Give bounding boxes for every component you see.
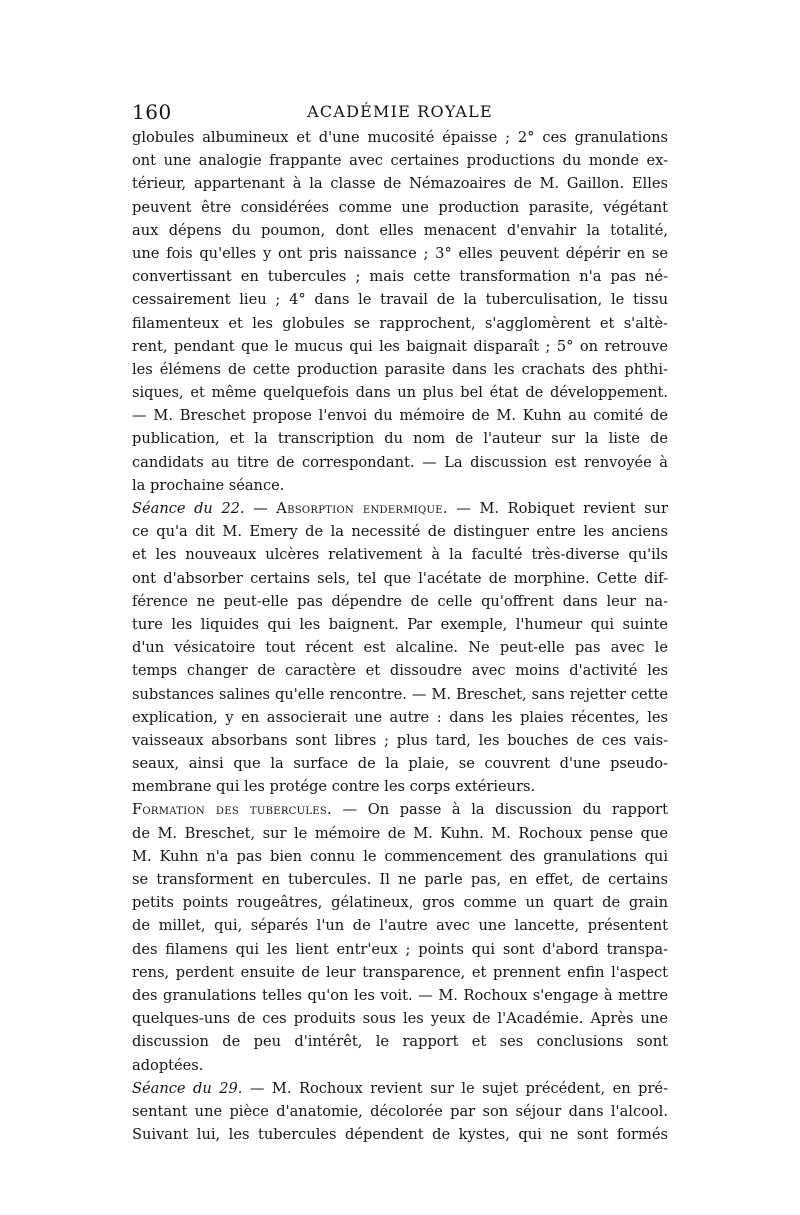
- text-line: rent, pendant que le mucus qui les baignait disparaît ; 5° on retrouve: [132, 337, 668, 355]
- running-head: ACADÉMIE ROYALE: [307, 102, 493, 121]
- text-line: discussion de peu d'intérêt, le rapport et ses conclusions sont: [132, 1033, 668, 1051]
- section-heading: Absorption endermique.: [276, 500, 448, 517]
- text-line: des filamens qui les lient entr'eux ; points qui sont d'abord transpa-: [132, 940, 668, 958]
- text-line: petits points rougeâtres, gélatineux, gros comme un quart de grain: [132, 894, 668, 912]
- text-line: filamenteux et les globules se rapprochent, s'agglomèrent et s'altè-: [132, 314, 668, 332]
- text-run: — On passe à la discussion du rapport: [331, 801, 668, 819]
- text-line: — M. Breschet propose l'envoi du mémoire de M. Kuhn au comité de: [132, 407, 668, 425]
- text-line: la prochaine séance.: [132, 476, 285, 494]
- text-run: — M. Rochoux revient sur le sujet précédent, en pré-: [242, 1079, 668, 1097]
- text-line: peuvent être considérées comme une production parasite, végétant: [132, 198, 668, 216]
- page-number: 160: [132, 100, 172, 124]
- text-line: globules albumineux et d'une mucosité épaisse ; 2° ces granulations: [132, 129, 668, 146]
- text-line: quelques-uns de ces produits sous les yeux de l'Académie. Après une: [132, 1010, 668, 1028]
- text-line: des granulations telles qu'on les voit. — M. Rochoux s'engage à mettre: [132, 986, 668, 1004]
- text-line: rens, perdent ensuite de leur transparence, et prennent enfin l'aspect: [132, 963, 668, 981]
- text-line: aux dépens du poumon, dont elles menacent d'envahir la totalité,: [132, 221, 668, 239]
- text-line: et les nouveaux ulcères relativement à la faculté très-diverse qu'ils: [132, 546, 668, 564]
- text-line: [132, 798, 668, 821]
- session-date: Séance du 29.: [132, 1079, 243, 1097]
- text-line: substances salines qu'elle rencontre. — M. Breschet, sans rejetter cette: [132, 685, 668, 703]
- page-header: [132, 100, 668, 126]
- body-text: [132, 126, 668, 1146]
- text-line: membrane qui les protége contre les corps extérieurs.: [132, 778, 536, 796]
- text-line: les élémens de cette production parasite dans les crachats des phthi-: [132, 360, 668, 378]
- text-line: [132, 1077, 668, 1100]
- text-line: de millet, qui, séparés l'un de l'autre avec une lancette, présentent: [132, 917, 668, 935]
- text-line: seaux, ainsi que la surface de la plaie, se couvrent d'une pseudo-: [132, 755, 668, 773]
- text-line: vaisseaux absorbans sont libres ; plus tard, les bouches de ces vais-: [132, 731, 668, 749]
- text-line: de M. Breschet, sur le mémoire de M. Kuhn. M. Rochoux pense que: [132, 824, 668, 842]
- session-date: Séance du 22. —: [132, 500, 277, 517]
- text-line: temps changer de caractère et dissoudre avec moins d'activité les: [132, 662, 668, 680]
- text-line: sentant une pièce d'anatomie, décolorée par son séjour dans l'alcool.: [132, 1102, 668, 1120]
- text-line: férence ne peut-elle pas dépendre de celle qu'offrent dans leur na-: [132, 592, 668, 610]
- text-line: siques, et même quelquefois dans un plus bel état de développement.: [132, 384, 668, 402]
- text-line: ont d'absorber certains sels, tel que l'acétate de morphine. Cette dif-: [132, 569, 668, 587]
- text-line: se transforment en tubercules. Il ne parle pas, en effet, de certains: [132, 871, 668, 888]
- text-line: publication, et la transcription du nom de l'auteur sur la liste de: [132, 430, 668, 448]
- text-run: — M. Robiquet revient sur: [447, 500, 668, 517]
- text-line: explication, y en associerait une autre : dans les plaies récentes, les: [132, 708, 668, 726]
- text-line: ture les liquides qui les baignent. Par exemple, l'humeur qui suinte: [132, 615, 668, 633]
- text-line: ce qu'a dit M. Emery de la necessité de distinguer entre les anciens: [132, 523, 668, 541]
- text-line: candidats au titre de correspondant. — La discussion est renvoyée à: [132, 453, 668, 471]
- text-line: [132, 497, 668, 520]
- text-line: convertissant en tubercules ; mais cette transformation n'a pas né-: [132, 268, 668, 286]
- text-line: térieur, appartenant à la classe de Némazoaires de M. Gaillon. Elles: [132, 175, 668, 193]
- text-line: ont une analogie frappante avec certaines productions du monde ex-: [132, 152, 668, 170]
- section-heading: Formation des tubercules.: [132, 801, 332, 819]
- text-line: adoptées.: [132, 1056, 204, 1074]
- text-line: M. Kuhn n'a pas bien connu le commencement des granulations qui: [132, 847, 668, 865]
- text-line: d'un vésicatoire tout récent est alcaline. Ne peut-elle pas avec le: [132, 639, 668, 657]
- text-line: une fois qu'elles y ont pris naissance ; 3° elles peuvent dépérir en se: [132, 244, 668, 262]
- text-line: Suivant lui, les tubercules dépendent de kystes, qui ne sont formés: [132, 1126, 668, 1144]
- text-line: cessairement lieu ; 4° dans le travail de la tuberculisation, le tissu: [132, 291, 668, 309]
